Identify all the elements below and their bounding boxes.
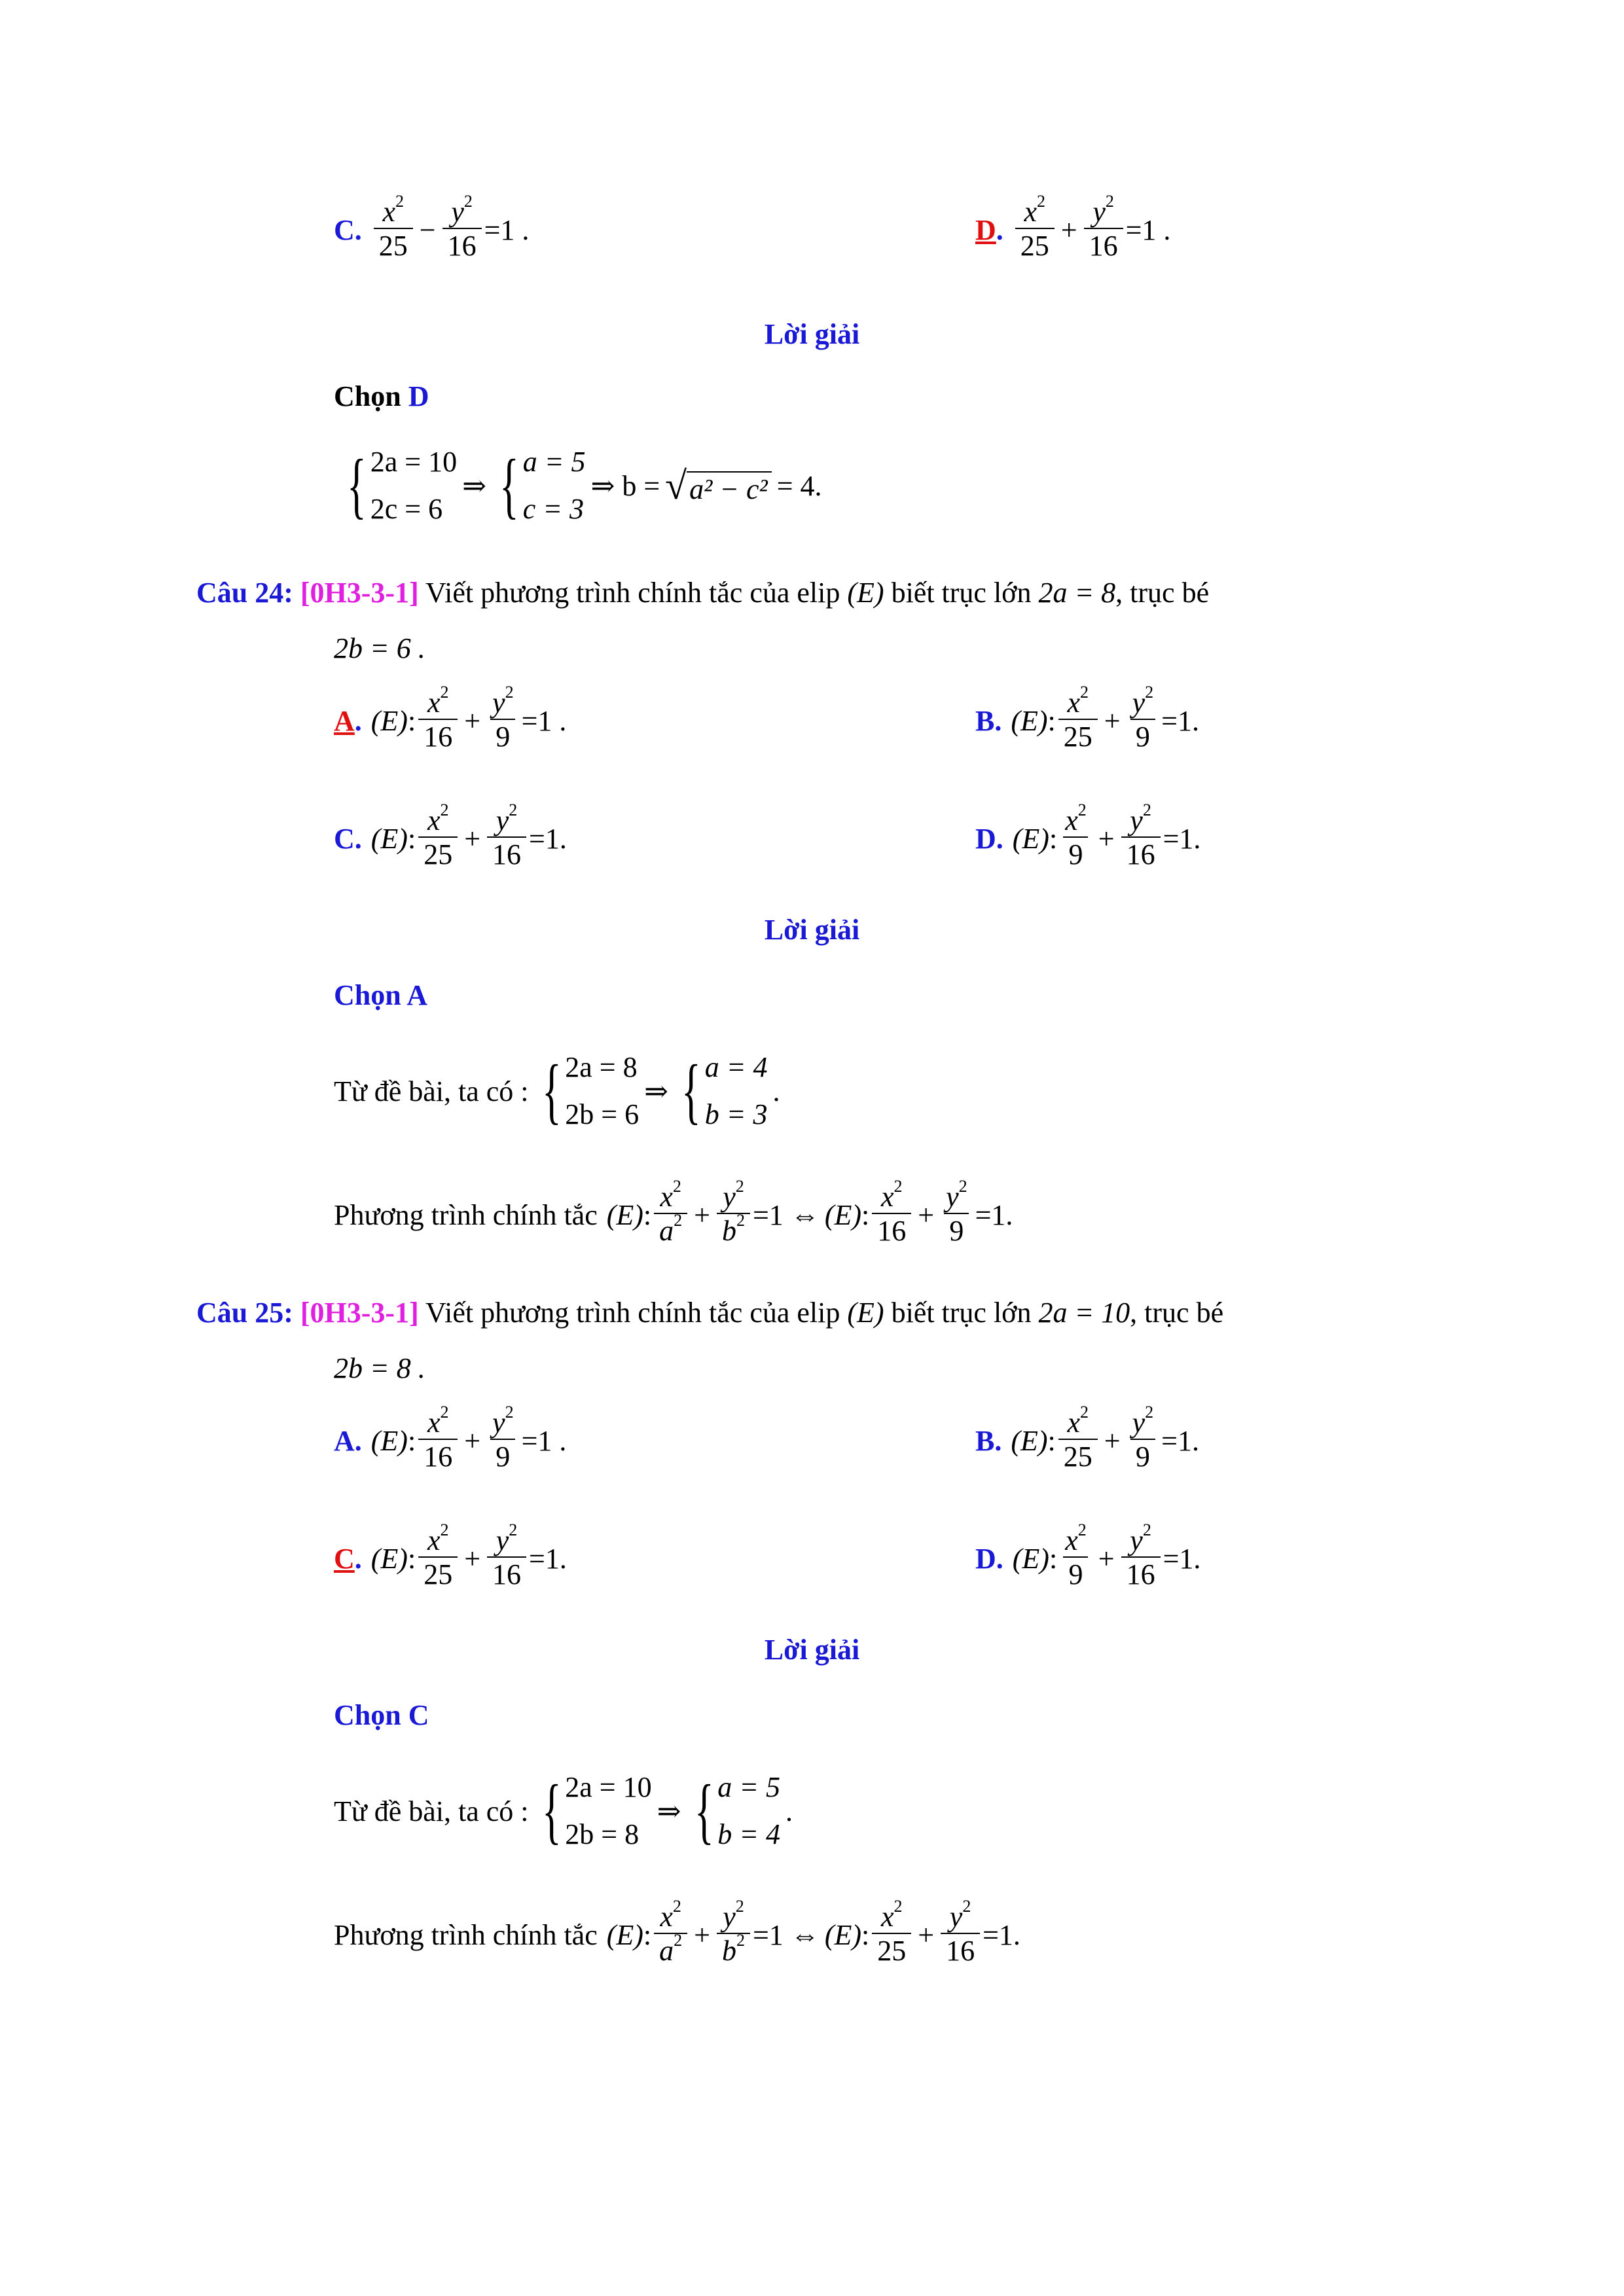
q23-option-c: C. $\frac{x^2}{25}$ − $\frac{y^2}{16}$ =1 . (334, 192, 530, 262)
question-code: [0H3-3-1] (300, 1297, 419, 1329)
solution-heading: Lời giải (764, 914, 860, 946)
option-letter-correct: A (334, 704, 355, 737)
fraction: $\frac{y^2}{16}$ (1084, 196, 1123, 263)
q25-option-a: A . (E) : $\frac{x^2}{16}$ + $\frac{y^2}{9}$ =1 . (334, 1403, 567, 1473)
q24-derivation: Từ đề bài, ta có : { 2a = 8 2b = 6 ⇒ { a = 4 b = 3 . (334, 1050, 780, 1132)
q24-option-b: B . (E) : $\frac{x^2}{25}$ + $\frac{y^2}{9}$ =1. (975, 683, 1199, 753)
q24-stem: Câu 24: [0H3-3-1] Viết phương trình chính tắc của elip (E) biết trục lớn 2a = 8, trục bé (196, 577, 1210, 609)
q25-equation: Phương trình chính tắc (E) : $\frac{x^2}{a^2}$ + $\frac{y^2}{b^2}$ =1 ⇔ (E) : $\frac{x^2}{25}$ + $\frac{y^2}{16}$ =1. (334, 1897, 1020, 1967)
q24-option-c: C . (E) : $\frac{x^2}{25}$ + $\frac{y^2}{16}$ =1. (334, 800, 567, 870)
choose-answer: Chọn D (334, 380, 429, 412)
option-letter-correct: D (975, 213, 996, 246)
q24-option-a: A . (E) : $\frac{x^2}{16}$ + $\frac{y^2}{9}$ =1 . (334, 683, 567, 753)
solution-heading: Lời giải (764, 318, 860, 350)
question-label: Câu 25: (196, 1297, 293, 1329)
option-letter-correct: C (334, 1542, 355, 1575)
q23-option-d: D . $\frac{x^2}{25}$ + $\frac{y^2}{16}$ =1 . (975, 192, 1171, 262)
q25-option-b: B . (E) : $\frac{x^2}{25}$ + $\frac{y^2}{9}$ =1. (975, 1403, 1199, 1473)
q24-equation: Phương trình chính tắc (E) : $\frac{x^2}{a^2}$ + $\frac{y^2}{b^2}$ =1 ⇔ (E) : $\frac{x^2}{16}$ + $\frac{y^2}{9}$ =1. (334, 1177, 1013, 1247)
q25-option-d: D . (E) : $\frac{x^2}{9}$ + $\frac{y^2}{16}$ =1. (975, 1520, 1201, 1590)
question-label: Câu 24: (196, 577, 293, 609)
choose-answer: Chọn C (334, 1699, 429, 1731)
q25-condition: 2b = 8 . (334, 1352, 425, 1384)
q25-stem: Câu 25: [0H3-3-1] Viết phương trình chính tắc của elip (E) biết trục lớn 2a = 10, trục bé (196, 1297, 1224, 1329)
q25-option-c: C . (E) : $\frac{x^2}{25}$ + $\frac{y^2}{16}$ =1. (334, 1520, 567, 1590)
fraction: $\frac{y^2}{16}$ (442, 196, 482, 263)
option-letter: C. (334, 213, 362, 246)
q24-condition: 2b = 6 . (334, 632, 425, 664)
fraction: $\frac{x^2}{25}$ (1015, 196, 1055, 263)
q24-option-d: D . (E) : $\frac{x^2}{9}$ + $\frac{y^2}{16}$ =1. (975, 800, 1201, 870)
q25-derivation: Từ đề bài, ta có : { 2a = 10 2b = 8 ⇒ { a = 5 b = 4 . (334, 1770, 793, 1852)
fraction: $\frac{x^2}{25}$ (374, 196, 413, 263)
q23-solution-system: { 2a = 10 2c = 6 ⇒ { a = 5 c = 3 ⇒ b = √ a² − c² = 4. (347, 445, 822, 526)
solution-heading: Lời giải (764, 1634, 860, 1666)
question-code: [0H3-3-1] (300, 577, 419, 609)
choose-answer: Chọn A (334, 979, 428, 1011)
